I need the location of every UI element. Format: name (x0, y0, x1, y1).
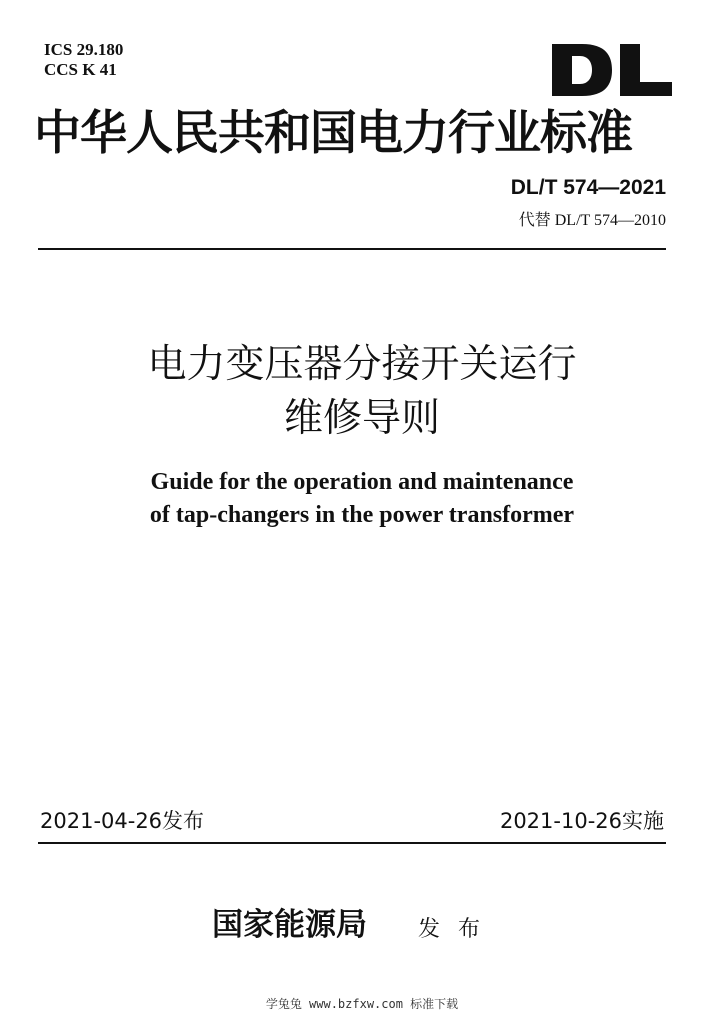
english-title-line-1: Guide for the operation and maintenance (150, 469, 574, 495)
replaces-standard: 代替 DL/T 574—2010 (518, 212, 666, 229)
chinese-title-line-1: 电力变压器分接开关运行 (147, 342, 577, 387)
ccs-code: CCS K 41 (44, 60, 117, 79)
ics-code: ICS 29.180 (44, 40, 124, 59)
chinese-title (0, 338, 724, 446)
publisher-issue-label: 发布 (418, 917, 499, 942)
chinese-title-line-2: 维修导则 (283, 396, 440, 441)
english-title-line-2: of tap-changers in the power transformer (149, 502, 575, 528)
english-title (0, 466, 724, 532)
publisher-name: 国家能源局 (212, 907, 367, 943)
organization-title: 中华人民共和国电力行业标准 (34, 106, 632, 161)
implement-date: 2021-10-26实施 (499, 809, 664, 833)
classification-codes (44, 40, 123, 80)
top-divider (38, 248, 666, 250)
dl-logo (548, 42, 676, 98)
dates-row (40, 806, 664, 836)
bottom-divider (38, 842, 666, 844)
standard-number: DL/T 574—2021 (510, 176, 666, 199)
publish-date: 2021-04-26发布 (40, 809, 205, 833)
watermark: 学兔兔 www.bzfxw.com 标准下载 (265, 997, 459, 1011)
